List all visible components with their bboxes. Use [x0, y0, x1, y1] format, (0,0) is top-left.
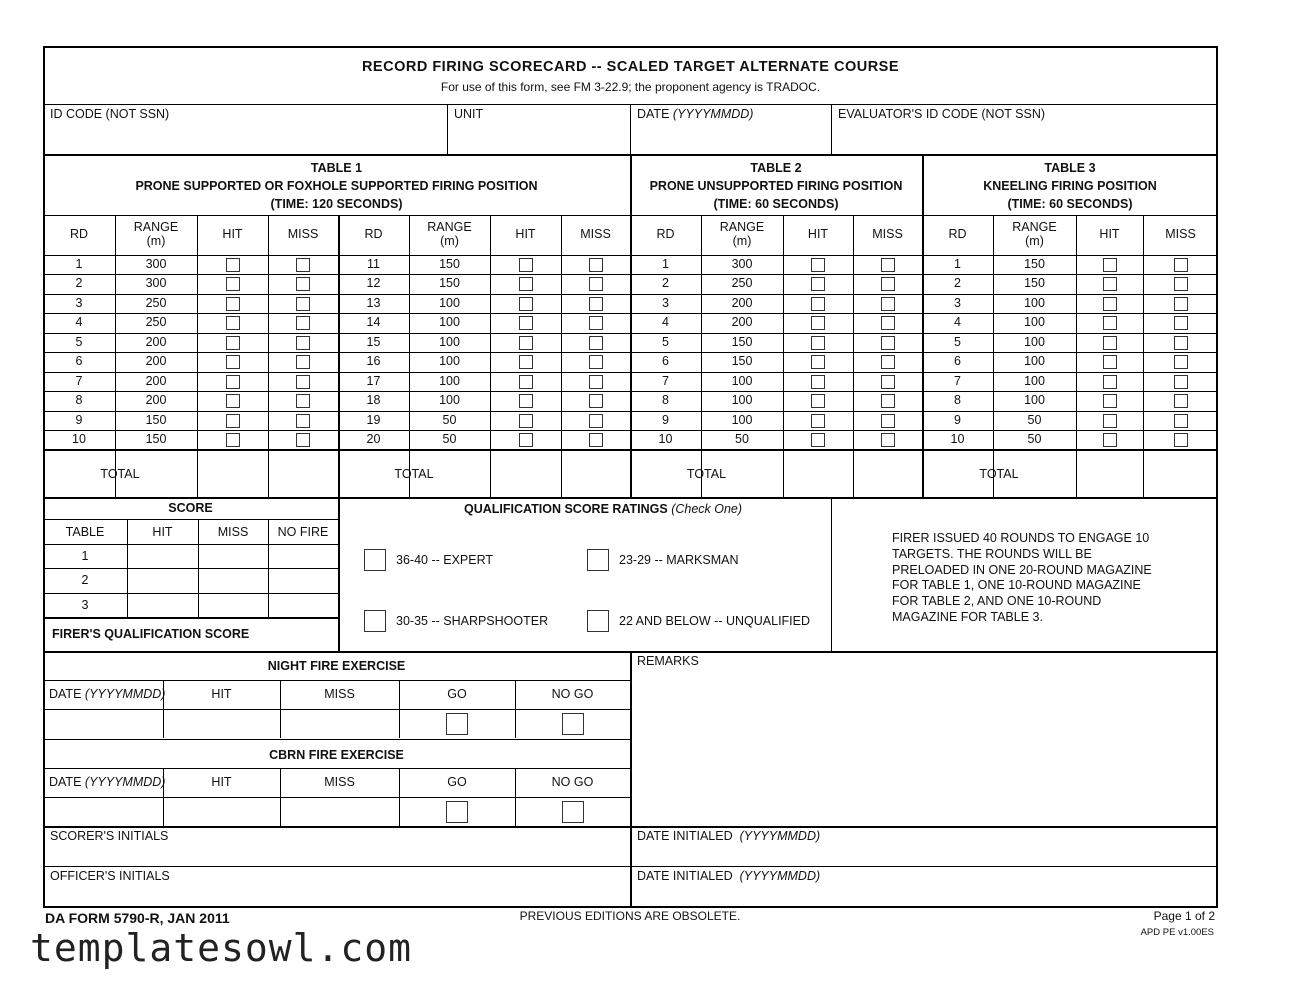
range-value: 50: [1027, 432, 1042, 446]
round-number: 5: [75, 335, 83, 349]
miss-checkbox[interactable]: [296, 316, 310, 330]
marksman-checkbox[interactable]: [587, 549, 609, 571]
score-entry-field[interactable]: [127, 544, 198, 568]
date-format: (YYYYMMDD): [672, 107, 754, 121]
range-value: 200: [145, 354, 167, 368]
col-header-hit: HIT: [1099, 227, 1120, 241]
col-header-hit: HIT: [515, 227, 536, 241]
officer-date-initialed-field[interactable]: DATE INITIALED (YYYYMMDD): [637, 869, 821, 883]
score-entry-field[interactable]: [198, 593, 268, 617]
round-number: 7: [954, 374, 961, 388]
range-value: 250: [145, 315, 167, 329]
hit-checkbox[interactable]: [811, 258, 825, 272]
hit-checkbox[interactable]: [1103, 258, 1117, 272]
miss-checkbox[interactable]: [296, 277, 310, 291]
score-table-number: 3: [81, 598, 89, 612]
total-label-block-4: TOTAL: [979, 467, 1019, 481]
scorers-initials-field[interactable]: SCORER'S INITIALS: [50, 829, 169, 843]
hit-checkbox[interactable]: [226, 414, 240, 428]
col-header-miss: MISS: [287, 227, 319, 241]
watermark: templatesowl.com: [30, 926, 413, 970]
miss-checkbox[interactable]: [881, 414, 895, 428]
range-value: 150: [439, 257, 460, 271]
col-header-range: RANGE (m): [427, 220, 472, 249]
round-number: 15: [366, 335, 381, 349]
round-number: 8: [954, 393, 961, 407]
table-1-time: (TIME: 120 SECONDS): [270, 197, 403, 211]
miss-checkbox[interactable]: [296, 394, 310, 408]
round-number: 18: [366, 393, 381, 407]
cbrn-miss-field[interactable]: [280, 797, 399, 826]
miss-checkbox[interactable]: [1174, 394, 1188, 408]
version: APD PE v1.00ES: [1140, 927, 1214, 938]
hit-checkbox[interactable]: [226, 355, 240, 369]
range-value: 300: [145, 276, 167, 290]
hit-checkbox[interactable]: [519, 355, 533, 369]
cbrn-nogo-header: NO GO: [551, 775, 594, 789]
range-value: 250: [145, 296, 167, 310]
col-header-range: RANGE (m): [1012, 220, 1057, 249]
range-value: 150: [1024, 276, 1045, 290]
miss-checkbox[interactable]: [1174, 316, 1188, 330]
round-number: 2: [662, 276, 669, 290]
round-number: 10: [658, 432, 673, 446]
round-number: 2: [75, 276, 83, 290]
round-number: 14: [366, 315, 381, 329]
round-number: 16: [366, 354, 381, 368]
range-value: 250: [731, 276, 753, 290]
note-line: FOR TABLE 2, AND ONE 10-ROUND: [892, 594, 1102, 609]
miss-checkbox[interactable]: [881, 336, 895, 350]
range-value: 100: [1024, 354, 1045, 368]
col-header-miss: MISS: [872, 227, 903, 241]
round-number: 11: [367, 257, 380, 271]
table-2-time: (TIME: 60 SECONDS): [713, 197, 839, 211]
miss-checkbox[interactable]: [1174, 355, 1188, 369]
miss-checkbox[interactable]: [589, 433, 603, 447]
round-number: 9: [75, 413, 83, 427]
range-value: 150: [1024, 257, 1045, 271]
range-value: 100: [1024, 296, 1045, 310]
range-value: 100: [1024, 374, 1045, 388]
range-value: 100: [439, 335, 460, 349]
round-number: 8: [662, 393, 669, 407]
expert-label: 36-40 -- EXPERT: [396, 553, 494, 567]
range-value: 50: [735, 432, 749, 446]
hit-checkbox[interactable]: [1103, 297, 1117, 311]
range-value: 150: [439, 276, 460, 290]
round-number: 20: [366, 432, 381, 446]
total-hit-field-block-4[interactable]: [1076, 451, 1143, 497]
total-miss-field-block-4[interactable]: [1143, 451, 1218, 497]
miss-checkbox[interactable]: [881, 355, 895, 369]
range-value: 100: [439, 354, 460, 368]
total-miss-field-block-2[interactable]: [561, 451, 630, 497]
table-3-position: KNEELING FIRING POSITION: [983, 179, 1157, 193]
night-fire-title: NIGHT FIRE EXERCISE: [267, 659, 406, 673]
score-table-number: 2: [81, 573, 89, 587]
score-entry-field[interactable]: [127, 568, 198, 592]
night-date-field[interactable]: [43, 709, 163, 738]
miss-checkbox[interactable]: [296, 297, 310, 311]
miss-checkbox[interactable]: [881, 316, 895, 330]
table-1-title: TABLE 1: [310, 161, 363, 175]
total-label-block-2: TOTAL: [394, 467, 434, 481]
range-value: 100: [439, 374, 460, 388]
miss-checkbox[interactable]: [589, 355, 603, 369]
total-miss-field-block-3[interactable]: [853, 451, 922, 497]
cbrn-date-header: DATE (YYYYMMDD): [49, 775, 166, 789]
miss-checkbox[interactable]: [589, 258, 603, 272]
round-number: 2: [954, 276, 961, 290]
score-entry-field[interactable]: [127, 593, 198, 617]
miss-checkbox[interactable]: [589, 394, 603, 408]
cbrn-go-checkbox[interactable]: [446, 801, 468, 823]
round-number: 6: [954, 354, 961, 368]
range-value: 100: [731, 413, 753, 427]
score-col-header: TABLE: [65, 525, 105, 539]
date-field[interactable]: [637, 107, 753, 122]
miss-checkbox[interactable]: [589, 414, 603, 428]
range-value: 150: [731, 335, 753, 349]
night-miss-field[interactable]: [280, 709, 399, 738]
hit-checkbox[interactable]: [811, 316, 825, 330]
round-number: 5: [954, 335, 961, 349]
round-number: 19: [366, 413, 381, 427]
hit-checkbox[interactable]: [1103, 277, 1117, 291]
miss-checkbox[interactable]: [1174, 277, 1188, 291]
hit-checkbox[interactable]: [226, 316, 240, 330]
hit-checkbox[interactable]: [1103, 394, 1117, 408]
hit-checkbox[interactable]: [519, 414, 533, 428]
miss-checkbox[interactable]: [881, 375, 895, 389]
round-number: 7: [662, 374, 669, 388]
col-header-rd: RD: [948, 227, 967, 241]
table-3-time: (TIME: 60 SECONDS): [1007, 197, 1133, 211]
hit-checkbox[interactable]: [1103, 355, 1117, 369]
hit-checkbox[interactable]: [811, 414, 825, 428]
col-header-rd: RD: [656, 227, 675, 241]
hit-checkbox[interactable]: [519, 258, 533, 272]
total-hit-field-block-1[interactable]: [197, 451, 268, 497]
score-entry-field[interactable]: [198, 544, 268, 568]
obsolete-note: PREVIOUS EDITIONS ARE OBSOLETE.: [519, 909, 741, 923]
total-hit-field-block-2[interactable]: [490, 451, 561, 497]
cbrn-nogo-checkbox[interactable]: [562, 801, 584, 823]
round-number: 4: [75, 315, 83, 329]
miss-checkbox[interactable]: [881, 258, 895, 272]
sharpshooter-label: 30-35 -- SHARPSHOOTER: [396, 614, 549, 628]
hit-checkbox[interactable]: [811, 433, 825, 447]
col-header-miss: MISS: [1165, 227, 1196, 241]
cbrn-fire-title: CBRN FIRE EXERCISE: [269, 748, 404, 762]
hit-checkbox[interactable]: [226, 375, 240, 389]
score-entry-field[interactable]: [268, 568, 338, 592]
range-value: 300: [145, 257, 167, 271]
range-value: 200: [145, 393, 167, 407]
night-go-header: GO: [447, 687, 467, 701]
hit-checkbox[interactable]: [811, 355, 825, 369]
col-header-range: RANGE (m): [719, 220, 765, 249]
scorer-date-initialed-field[interactable]: DATE INITIALED (YYYYMMDD): [637, 829, 821, 843]
score-table-number: 1: [81, 549, 89, 563]
form-title: RECORD FIRING SCORECARD -- SCALED TARGET ALTERNATE COURSE: [361, 59, 900, 75]
range-value: 200: [731, 296, 753, 310]
round-number: 9: [662, 413, 669, 427]
firers-qualification-score[interactable]: FIRER'S QUALIFICATION SCORE: [52, 627, 250, 641]
score-col-header: HIT: [152, 525, 173, 539]
range-value: 100: [731, 393, 753, 407]
unqualified-label: 22 AND BELOW -- UNQUALIFIED: [619, 614, 811, 628]
range-value: 150: [731, 354, 753, 368]
round-number: 12: [366, 276, 381, 290]
note-line: FIRER ISSUED 40 ROUNDS TO ENGAGE 10: [892, 531, 1150, 545]
range-value: 100: [1024, 315, 1045, 329]
hit-checkbox[interactable]: [226, 336, 240, 350]
total-label-block-1: TOTAL: [100, 467, 140, 481]
miss-checkbox[interactable]: [881, 394, 895, 408]
unqualified-checkbox[interactable]: [587, 610, 609, 632]
col-header-range: RANGE (m): [133, 220, 179, 249]
hit-checkbox[interactable]: [1103, 433, 1117, 447]
col-header-miss: MISS: [580, 227, 611, 241]
hit-checkbox[interactable]: [519, 433, 533, 447]
miss-checkbox[interactable]: [589, 297, 603, 311]
cbrn-date-field[interactable]: [43, 797, 163, 826]
date-label: DATE: [637, 107, 670, 121]
col-header-rd: RD: [69, 227, 89, 241]
miss-checkbox[interactable]: [296, 433, 310, 447]
hit-checkbox[interactable]: [519, 316, 533, 330]
note-line: PRELOADED IN ONE 20-ROUND MAGAZINE: [892, 562, 1152, 577]
miss-checkbox[interactable]: [296, 258, 310, 272]
range-value: 50: [1027, 413, 1042, 427]
round-number: 13: [366, 296, 381, 310]
range-value: 200: [731, 315, 753, 329]
miss-checkbox[interactable]: [881, 277, 895, 291]
miss-checkbox[interactable]: [1174, 414, 1188, 428]
hit-checkbox[interactable]: [519, 277, 533, 291]
col-header-rd: RD: [364, 227, 383, 241]
table-3-title: TABLE 3: [1044, 161, 1096, 175]
round-number: 5: [662, 335, 669, 349]
cbrn-miss-header: MISS: [324, 775, 355, 789]
form-number: DA FORM 5790-R, JAN 2011: [45, 910, 230, 926]
round-number: 1: [662, 257, 669, 271]
round-number: 8: [75, 393, 83, 407]
hit-checkbox[interactable]: [226, 394, 240, 408]
hit-checkbox[interactable]: [811, 394, 825, 408]
table-1-position: PRONE SUPPORTED OR FOXHOLE SUPPORTED FIRING POSITION: [135, 179, 538, 193]
remarks-field[interactable]: REMARKS: [637, 654, 699, 668]
night-miss-header: MISS: [324, 687, 355, 701]
miss-checkbox[interactable]: [296, 414, 310, 428]
page-number: Page 1 of 2: [1153, 909, 1215, 923]
range-value: 100: [439, 315, 460, 329]
range-value: 100: [439, 296, 460, 310]
hit-checkbox[interactable]: [811, 375, 825, 389]
night-hit-header: HIT: [211, 687, 232, 701]
miss-checkbox[interactable]: [881, 433, 895, 447]
range-value: 100: [439, 393, 460, 407]
score-entry-field[interactable]: [268, 544, 338, 568]
night-nogo-header: NO GO: [551, 687, 594, 701]
hit-checkbox[interactable]: [226, 297, 240, 311]
round-number: 3: [662, 296, 669, 310]
table-2-position: PRONE UNSUPPORTED FIRING POSITION: [649, 179, 903, 193]
hit-checkbox[interactable]: [519, 297, 533, 311]
miss-checkbox[interactable]: [296, 355, 310, 369]
round-number: 4: [662, 315, 669, 329]
round-number: 6: [662, 354, 669, 368]
range-value: 100: [1024, 393, 1045, 407]
hit-checkbox[interactable]: [1103, 414, 1117, 428]
score-col-header: MISS: [217, 525, 249, 539]
round-number: 17: [366, 374, 381, 388]
hit-checkbox[interactable]: [1103, 375, 1117, 389]
round-number: 4: [954, 315, 961, 329]
hit-checkbox[interactable]: [811, 277, 825, 291]
cbrn-hit-header: HIT: [211, 775, 232, 789]
range-value: 100: [731, 374, 753, 388]
round-number: 1: [954, 257, 961, 271]
range-value: 300: [731, 257, 753, 271]
night-date-header: DATE (YYYYMMDD): [49, 687, 166, 701]
round-number: 1: [75, 257, 83, 271]
miss-checkbox[interactable]: [296, 336, 310, 350]
round-number: 6: [75, 354, 83, 368]
round-number: 10: [950, 432, 965, 446]
unit-field[interactable]: UNIT: [454, 107, 484, 121]
night-go-checkbox[interactable]: [446, 713, 468, 735]
range-value: 150: [145, 432, 167, 446]
hit-checkbox[interactable]: [519, 375, 533, 389]
form-subtitle: For use of this form, see FM 3-22.9; the proponent agency is TRADOC.: [440, 80, 821, 94]
range-value: 100: [1024, 335, 1045, 349]
sharpshooter-checkbox[interactable]: [364, 610, 386, 632]
night-hit-field[interactable]: [163, 709, 280, 738]
score-title: SCORE: [168, 501, 213, 515]
hit-checkbox[interactable]: [226, 277, 240, 291]
total-hit-field-block-3[interactable]: [783, 451, 853, 497]
range-value: 200: [145, 335, 167, 349]
miss-checkbox[interactable]: [589, 316, 603, 330]
total-label-block-3: TOTAL: [686, 467, 727, 481]
miss-checkbox[interactable]: [589, 336, 603, 350]
round-number: 7: [75, 374, 83, 388]
cbrn-hit-field[interactable]: [163, 797, 280, 826]
miss-checkbox[interactable]: [1174, 375, 1188, 389]
hit-checkbox[interactable]: [226, 433, 240, 447]
miss-checkbox[interactable]: [1174, 433, 1188, 447]
round-number: 3: [954, 296, 961, 310]
ratings-title: QUALIFICATION SCORE RATINGS (Check One): [464, 502, 743, 516]
score-entry-field[interactable]: [268, 593, 338, 617]
miss-checkbox[interactable]: [296, 375, 310, 389]
hit-checkbox[interactable]: [519, 336, 533, 350]
id-code-field[interactable]: ID CODE (NOT SSN): [50, 107, 170, 121]
note-line: TARGETS. THE ROUNDS WILL BE: [892, 546, 1092, 561]
marksman-label: 23-29 -- MARKSMAN: [619, 553, 739, 567]
score-entry-field[interactable]: [198, 568, 268, 592]
miss-checkbox[interactable]: [1174, 297, 1188, 311]
range-value: 150: [145, 413, 167, 427]
col-header-hit: HIT: [807, 227, 829, 241]
evaluator-id-field[interactable]: EVALUATOR'S ID CODE (NOT SSN): [838, 107, 1046, 121]
range-value: 50: [442, 432, 457, 446]
hit-checkbox[interactable]: [1103, 316, 1117, 330]
table-2-title: TABLE 2: [750, 161, 802, 175]
miss-checkbox[interactable]: [881, 297, 895, 311]
hit-checkbox[interactable]: [226, 258, 240, 272]
range-value: 50: [442, 413, 457, 427]
miss-checkbox[interactable]: [589, 375, 603, 389]
miss-checkbox[interactable]: [589, 277, 603, 291]
round-number: 9: [954, 413, 961, 427]
round-number: 10: [72, 432, 86, 446]
range-value: 200: [145, 374, 167, 388]
total-miss-field-block-1[interactable]: [268, 451, 338, 497]
cbrn-go-header: GO: [447, 775, 467, 789]
miss-checkbox[interactable]: [1174, 258, 1188, 272]
hit-checkbox[interactable]: [811, 336, 825, 350]
night-nogo-checkbox[interactable]: [562, 713, 584, 735]
officers-initials-field[interactable]: OFFICER'S INITIALS: [50, 869, 170, 883]
miss-checkbox[interactable]: [1174, 336, 1188, 350]
note-line: FOR TABLE 1, ONE 10-ROUND MAGAZINE: [892, 578, 1141, 593]
hit-checkbox[interactable]: [811, 297, 825, 311]
hit-checkbox[interactable]: [519, 394, 533, 408]
note-line: MAGAZINE FOR TABLE 3.: [892, 610, 1043, 624]
hit-checkbox[interactable]: [1103, 336, 1117, 350]
expert-checkbox[interactable]: [364, 549, 386, 571]
col-header-hit: HIT: [222, 227, 243, 241]
round-number: 3: [75, 296, 83, 310]
score-col-header: NO FIRE: [277, 525, 329, 539]
